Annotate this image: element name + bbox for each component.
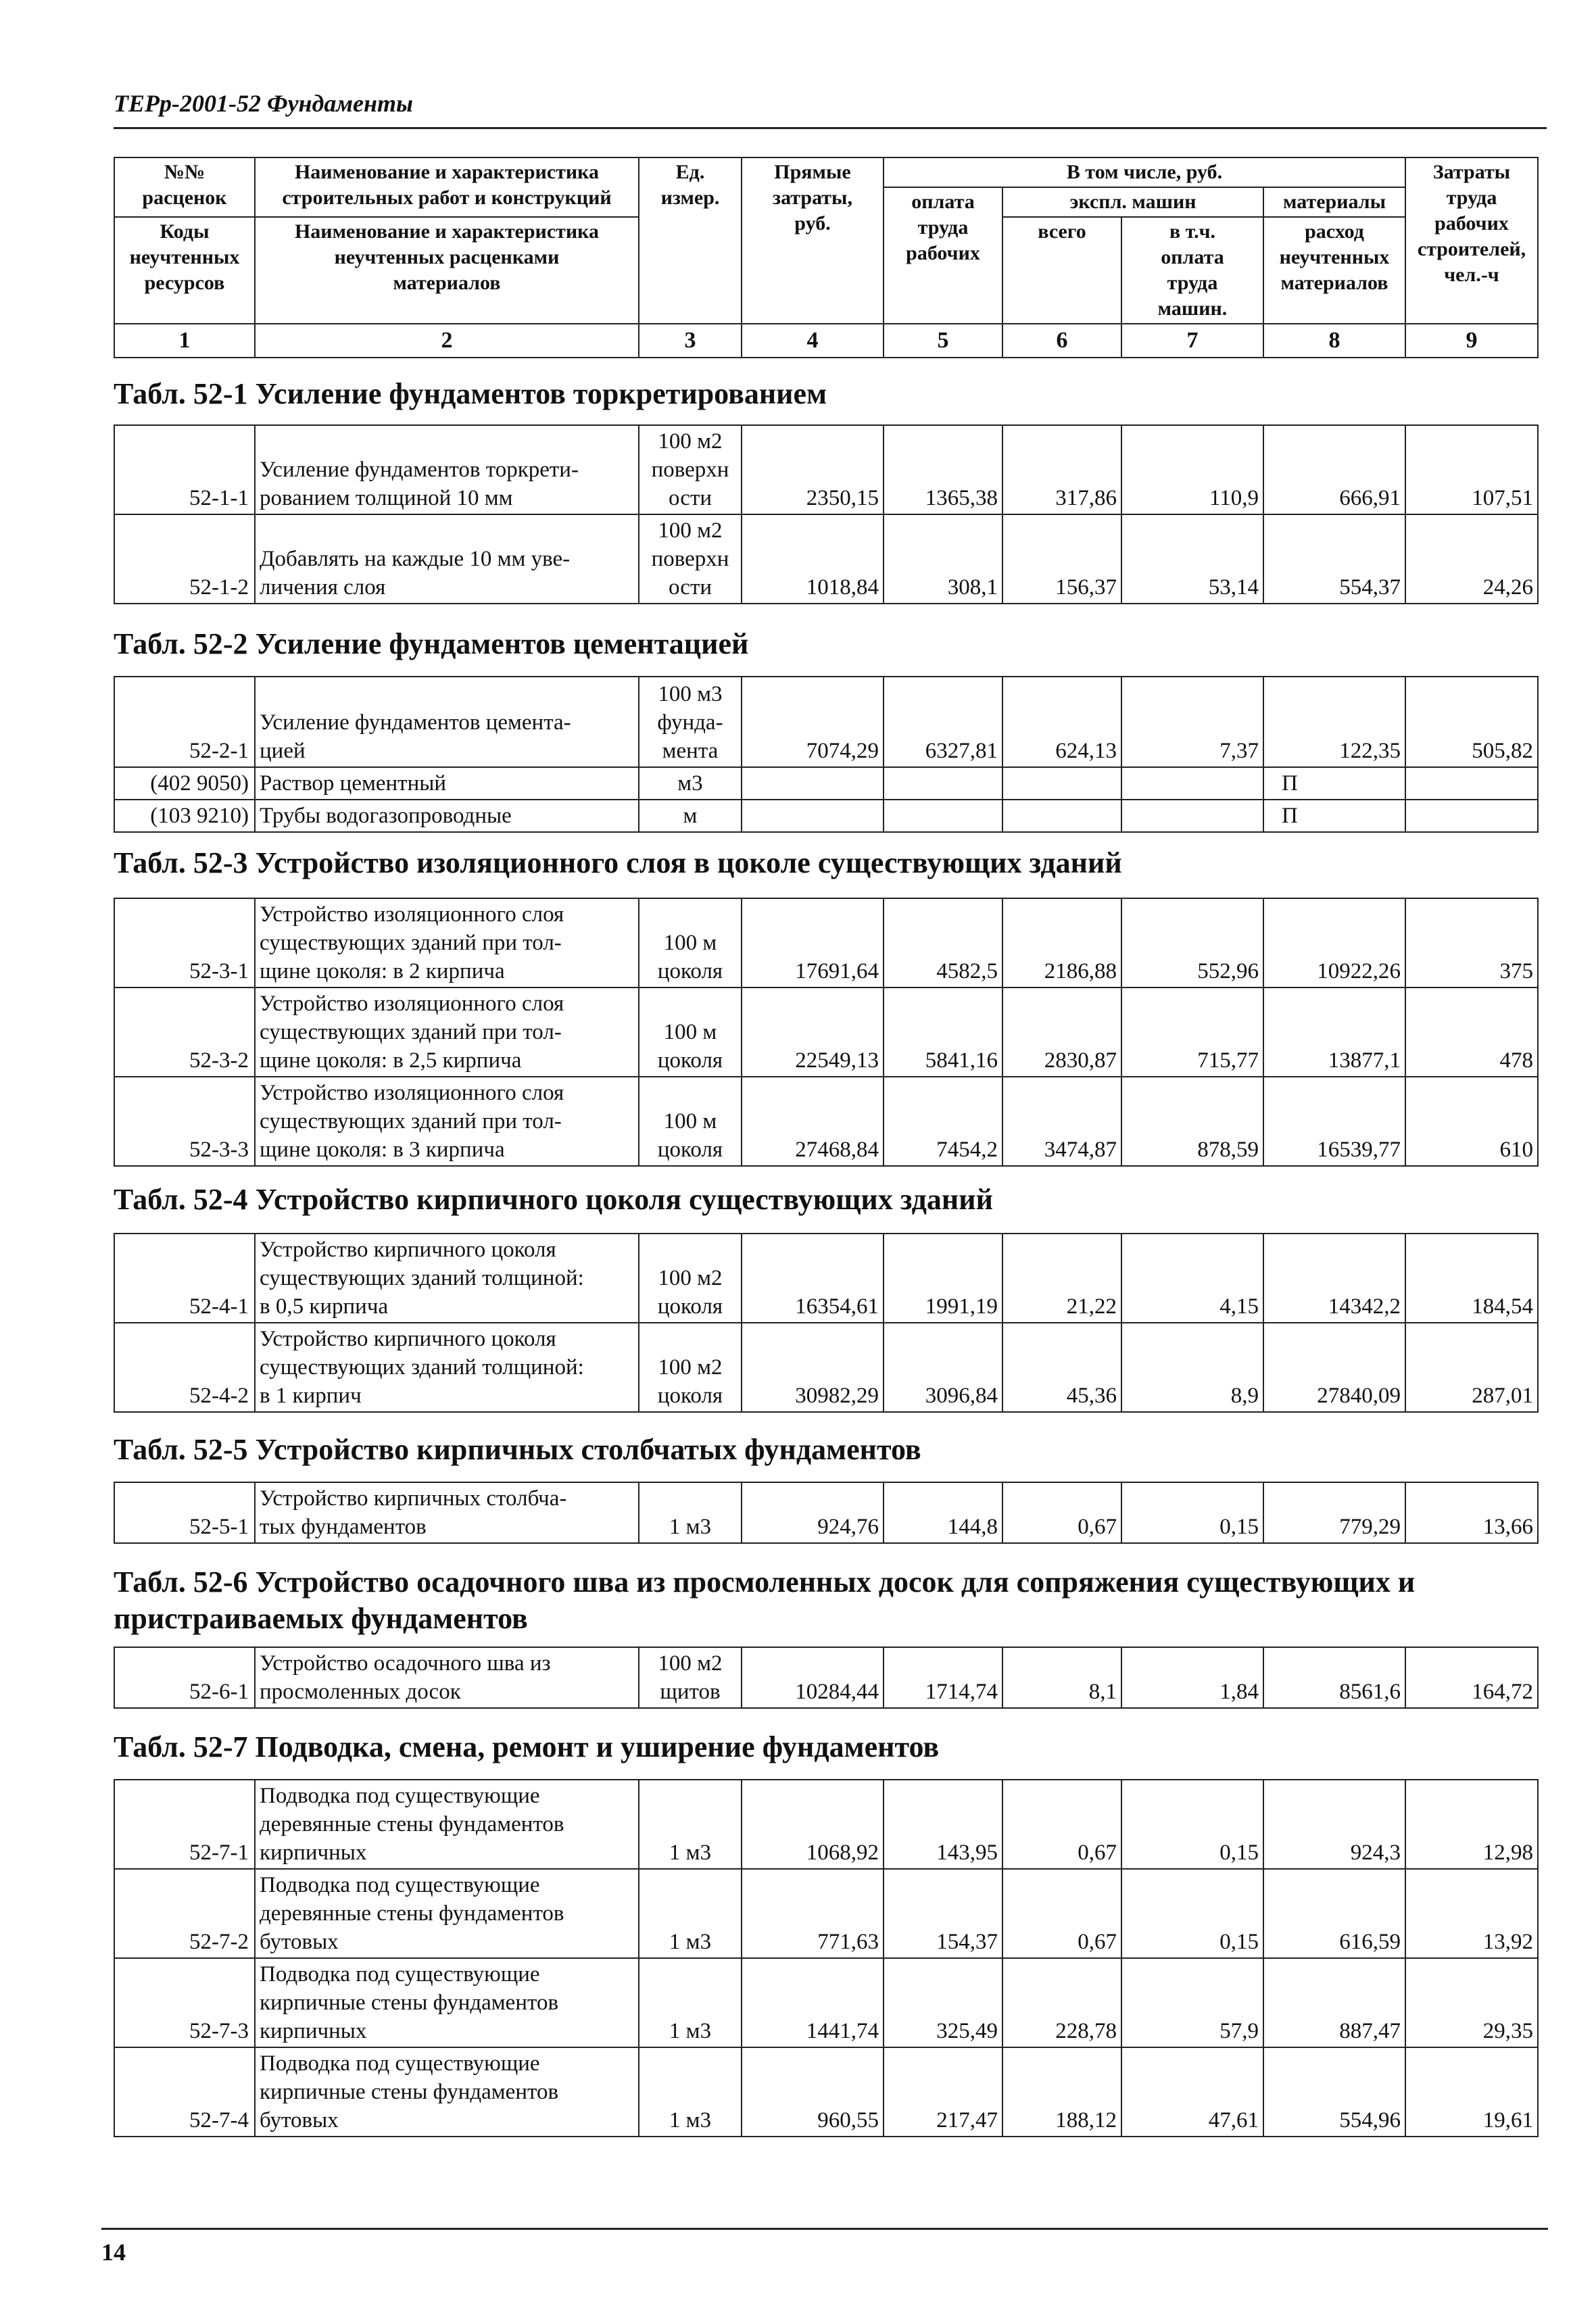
labor-hours: 610 — [1405, 1077, 1538, 1166]
direct-costs: 10284,44 — [742, 1647, 884, 1708]
materials: 14342,2 — [1263, 1234, 1405, 1323]
machines-total: 2830,87 — [1002, 988, 1121, 1077]
table-row — [114, 1780, 1538, 1869]
worker-pay: 308,1 — [884, 514, 1002, 604]
machines-total: 45,36 — [1002, 1323, 1121, 1412]
header-resource-codes: Коды неучтенных ресурсов — [114, 217, 255, 324]
machines-total: 3474,87 — [1002, 1077, 1121, 1166]
labor-hours: 478 — [1405, 988, 1538, 1077]
labor-hours: 29,35 — [1405, 1958, 1538, 2047]
rate-code: 52-6-1 — [114, 1647, 255, 1708]
rates-table-52-3 — [114, 898, 1539, 1167]
rate-code: 52-5-1 — [114, 1482, 255, 1543]
resource-code: (402 9050) — [114, 767, 255, 800]
unit: 100 м цоколя — [639, 988, 742, 1077]
worker-pay: 1365,38 — [884, 425, 1002, 514]
column-number: 5 — [884, 324, 1002, 358]
work-name: Подводка под существующие кирпичные стены фундаментов кирпичных — [255, 1958, 639, 2047]
table-row — [114, 677, 1538, 767]
header-unit: Ед. измер. — [639, 157, 742, 324]
machines-total: 188,12 — [1002, 2047, 1121, 2137]
unaccounted-mark: П — [1263, 767, 1405, 800]
resource-row — [114, 800, 1538, 832]
direct-costs: 960,55 — [742, 2047, 884, 2137]
worker-pay: 4582,5 — [884, 898, 1002, 988]
rates-table-52-5 — [114, 1482, 1539, 1544]
direct-costs: 771,63 — [742, 1869, 884, 1958]
labor-hours: 107,51 — [1405, 425, 1538, 514]
materials: 8561,6 — [1263, 1647, 1405, 1708]
materials: 554,96 — [1263, 2047, 1405, 2137]
machine-labor: 4,15 — [1121, 1234, 1263, 1323]
header-machine-operation: экспл. машин — [1002, 187, 1263, 217]
unit: 100 м2 поверхн ости — [639, 514, 742, 604]
unit: 1 м3 — [639, 1780, 742, 1869]
rate-code: 52-2-1 — [114, 677, 255, 767]
direct-costs: 1441,74 — [742, 1958, 884, 2047]
header-material-names: Наименование и характеристика неучтенных расценками материалов — [255, 217, 639, 324]
worker-pay: 143,95 — [884, 1780, 1002, 1869]
machine-labor: 0,15 — [1121, 1482, 1263, 1543]
materials: 122,35 — [1263, 677, 1405, 767]
rates-table-52-6 — [114, 1647, 1539, 1709]
work-name: Усиление фундаментов цемента- цией — [255, 677, 639, 767]
header-materials: материалы — [1263, 187, 1405, 217]
rates-table-52-4 — [114, 1233, 1539, 1413]
table-row — [114, 1647, 1538, 1708]
machines-total: 2186,88 — [1002, 898, 1121, 988]
direct-costs: 16354,61 — [742, 1234, 884, 1323]
unit: 1 м3 — [639, 2047, 742, 2137]
rate-code: 52-1-2 — [114, 514, 255, 604]
rates-table-52-1 — [114, 424, 1539, 604]
machines-total: 21,22 — [1002, 1234, 1121, 1323]
work-name: Устройство изоляционного слоя существующих зданий при тол- щине цоколя: в 3 кирпича — [255, 1077, 639, 1166]
header-machines-total: всего — [1002, 217, 1121, 324]
rate-code: 52-4-2 — [114, 1323, 255, 1412]
table-row — [114, 1958, 1538, 2047]
rate-code: 52-4-1 — [114, 1234, 255, 1323]
rates-table-52-7 — [114, 1779, 1539, 2137]
table-row — [114, 988, 1538, 1077]
table-row — [114, 2047, 1538, 2137]
unaccounted-mark: П — [1263, 800, 1405, 832]
direct-costs: 27468,84 — [742, 1077, 884, 1166]
header-machine-labor: в т.ч. оплата труда машин. — [1121, 217, 1263, 324]
work-name: Устройство кирпичного цоколя существующих зданий толщиной: в 0,5 кирпича — [255, 1234, 639, 1323]
table-row — [114, 1077, 1538, 1166]
direct-costs: 22549,13 — [742, 988, 884, 1077]
worker-pay: 1714,74 — [884, 1647, 1002, 1708]
materials: 779,29 — [1263, 1482, 1405, 1543]
table-row — [114, 425, 1538, 514]
worker-pay: 144,8 — [884, 1482, 1002, 1543]
column-number: 6 — [1002, 324, 1121, 358]
work-name: Устройство изоляционного слоя существующих зданий при тол- щине цоколя: в 2,5 кирпича — [255, 988, 639, 1077]
unit: 100 м2 цоколя — [639, 1323, 742, 1412]
unit: 1 м3 — [639, 1482, 742, 1543]
column-header-table — [114, 157, 1539, 358]
labor-hours: 12,98 — [1405, 1780, 1538, 1869]
header-direct-costs: Прямые затраты, руб. — [742, 157, 884, 324]
direct-costs: 2350,15 — [742, 425, 884, 514]
labor-hours: 24,26 — [1405, 514, 1538, 604]
table-row — [114, 898, 1538, 988]
materials: 27840,09 — [1263, 1323, 1405, 1412]
direct-costs: 7074,29 — [742, 677, 884, 767]
machine-labor: 0,15 — [1121, 1869, 1263, 1958]
machine-labor: 878,59 — [1121, 1077, 1263, 1166]
header-rate-number: №№ расценок — [114, 157, 255, 217]
table-row — [114, 1869, 1538, 1958]
table-title: Табл. 52-6 Устройство осадочного шва из просмоленных досок для сопряжения существующих и пристраиваемых фундаментов — [114, 1565, 1416, 1635]
unit: 1 м3 — [639, 1958, 742, 2047]
worker-pay: 6327,81 — [884, 677, 1002, 767]
unit: 1 м3 — [639, 1869, 742, 1958]
machines-total: 8,1 — [1002, 1647, 1121, 1708]
labor-hours: 287,01 — [1405, 1323, 1538, 1412]
table-row — [114, 514, 1538, 604]
rate-code: 52-3-1 — [114, 898, 255, 988]
unit: м — [639, 800, 742, 832]
materials: 16539,77 — [1263, 1077, 1405, 1166]
machines-total: 228,78 — [1002, 1958, 1121, 2047]
machines-total: 0,67 — [1002, 1869, 1121, 1958]
unit: 100 м3 фунда- мента — [639, 677, 742, 767]
worker-pay: 325,49 — [884, 1958, 1002, 2047]
work-name: Усиление фундаментов торкрети- рованием толщиной 10 мм — [255, 425, 639, 514]
labor-hours: 13,66 — [1405, 1482, 1538, 1543]
table-title: Табл. 52-5 Устройство кирпичных столбчатых фундаментов — [114, 1433, 921, 1466]
resource-row — [114, 767, 1538, 800]
rate-code: 52-3-2 — [114, 988, 255, 1077]
unit: 100 м2 цоколя — [639, 1234, 742, 1323]
machines-total: 0,67 — [1002, 1780, 1121, 1869]
work-name: Подводка под существующие кирпичные стены фундаментов бутовых — [255, 2047, 639, 2137]
header-worker-pay: оплата труда рабочих — [884, 187, 1002, 324]
direct-costs: 1018,84 — [742, 514, 884, 604]
work-name: Подводка под существующие деревянные стены фундаментов кирпичных — [255, 1780, 639, 1869]
header-labor-hours: Затраты труда рабочих строителей, чел.-ч — [1405, 157, 1538, 324]
materials: 13877,1 — [1263, 988, 1405, 1077]
header-work-name: Наименование и характеристика строительных работ и конструкций — [255, 157, 639, 217]
labor-hours: 505,82 — [1405, 677, 1538, 767]
materials: 554,37 — [1263, 514, 1405, 604]
unit: м3 — [639, 767, 742, 800]
column-number: 9 — [1405, 324, 1538, 358]
labor-hours: 19,61 — [1405, 2047, 1538, 2137]
materials: 616,59 — [1263, 1869, 1405, 1958]
worker-pay: 1991,19 — [884, 1234, 1002, 1323]
materials: 887,47 — [1263, 1958, 1405, 2047]
work-name: Устройство кирпичного цоколя существующих зданий толщиной: в 1 кирпич — [255, 1323, 639, 1412]
rate-code: 52-7-4 — [114, 2047, 255, 2137]
unit: 100 м цоколя — [639, 1077, 742, 1166]
worker-pay: 3096,84 — [884, 1323, 1002, 1412]
header-material-consumption: расход неучтенных материалов — [1263, 217, 1405, 324]
unit: 100 м цоколя — [639, 898, 742, 988]
rate-code: 52-3-3 — [114, 1077, 255, 1166]
machines-total: 624,13 — [1002, 677, 1121, 767]
table-title: Табл. 52-3 Устройство изоляционного слоя в цоколе существующих зданий — [114, 846, 1122, 879]
unit: 100 м2 щитов — [639, 1647, 742, 1708]
table-row — [114, 1234, 1538, 1323]
labor-hours: 164,72 — [1405, 1647, 1538, 1708]
machine-labor: 57,9 — [1121, 1958, 1263, 2047]
worker-pay: 154,37 — [884, 1869, 1002, 1958]
labor-hours: 13,92 — [1405, 1869, 1538, 1958]
machine-labor: 110,9 — [1121, 425, 1263, 514]
column-number: 7 — [1121, 324, 1263, 358]
machine-labor: 0,15 — [1121, 1780, 1263, 1869]
column-number: 2 — [255, 324, 639, 358]
unit: 100 м2 поверхн ости — [639, 425, 742, 514]
table-row — [114, 1482, 1538, 1543]
direct-costs: 1068,92 — [742, 1780, 884, 1869]
work-name: Устройство кирпичных столбча- тых фундаментов — [255, 1482, 639, 1543]
machines-total: 317,86 — [1002, 425, 1121, 514]
page-header: ТЕРр-2001-52 Фундаменты — [114, 89, 1547, 129]
work-name: Устройство осадочного шва из просмоленных досок — [255, 1647, 639, 1708]
machines-total: 156,37 — [1002, 514, 1121, 604]
work-name: Добавлять на каждые 10 мм уве- личения слоя — [255, 514, 639, 604]
rate-code: 52-7-2 — [114, 1869, 255, 1958]
column-number: 4 — [742, 324, 884, 358]
materials: 924,3 — [1263, 1780, 1405, 1869]
machine-labor: 8,9 — [1121, 1323, 1263, 1412]
machine-labor: 47,61 — [1121, 2047, 1263, 2137]
direct-costs: 17691,64 — [742, 898, 884, 988]
work-name: Подводка под существующие деревянные стены фундаментов бутовых — [255, 1869, 639, 1958]
column-number: 8 — [1263, 324, 1405, 358]
machines-total: 0,67 — [1002, 1482, 1121, 1543]
table-title: Табл. 52-7 Подводка, смена, ремонт и уширение фундаментов — [114, 1730, 940, 1763]
resource-code: (103 9210) — [114, 800, 255, 832]
materials: 10922,26 — [1263, 898, 1405, 988]
table-title: Табл. 52-1 Усиление фундаментов торкретированием — [114, 377, 827, 410]
rate-code: 52-7-3 — [114, 1958, 255, 2047]
worker-pay: 5841,16 — [884, 988, 1002, 1077]
machine-labor: 7,37 — [1121, 677, 1263, 767]
table-title: Табл. 52-4 Устройство кирпичного цоколя существующих зданий — [114, 1183, 993, 1216]
column-number: 3 — [639, 324, 742, 358]
labor-hours: 375 — [1405, 898, 1538, 988]
materials: 666,91 — [1263, 425, 1405, 514]
rates-table-52-2 — [114, 676, 1539, 833]
worker-pay: 217,47 — [884, 2047, 1002, 2137]
table-row — [114, 1323, 1538, 1412]
resource-name: Раствор цементный — [255, 767, 639, 800]
worker-pay: 7454,2 — [884, 1077, 1002, 1166]
labor-hours: 184,54 — [1405, 1234, 1538, 1323]
page-number: 14 — [101, 2228, 1548, 2266]
rate-code: 52-1-1 — [114, 425, 255, 514]
table-title: Табл. 52-2 Усиление фундаментов цементацией — [114, 627, 749, 660]
machine-labor: 53,14 — [1121, 514, 1263, 604]
rate-code: 52-7-1 — [114, 1780, 255, 1869]
column-number: 1 — [114, 324, 255, 358]
machine-labor: 715,77 — [1121, 988, 1263, 1077]
header-including: В том числе, руб. — [884, 157, 1405, 187]
machine-labor: 1,84 — [1121, 1647, 1263, 1708]
direct-costs: 924,76 — [742, 1482, 884, 1543]
work-name: Устройство изоляционного слоя существующих зданий при тол- щине цоколя: в 2 кирпича — [255, 898, 639, 988]
resource-name: Трубы водогазопроводные — [255, 800, 639, 832]
direct-costs: 30982,29 — [742, 1323, 884, 1412]
machine-labor: 552,96 — [1121, 898, 1263, 988]
